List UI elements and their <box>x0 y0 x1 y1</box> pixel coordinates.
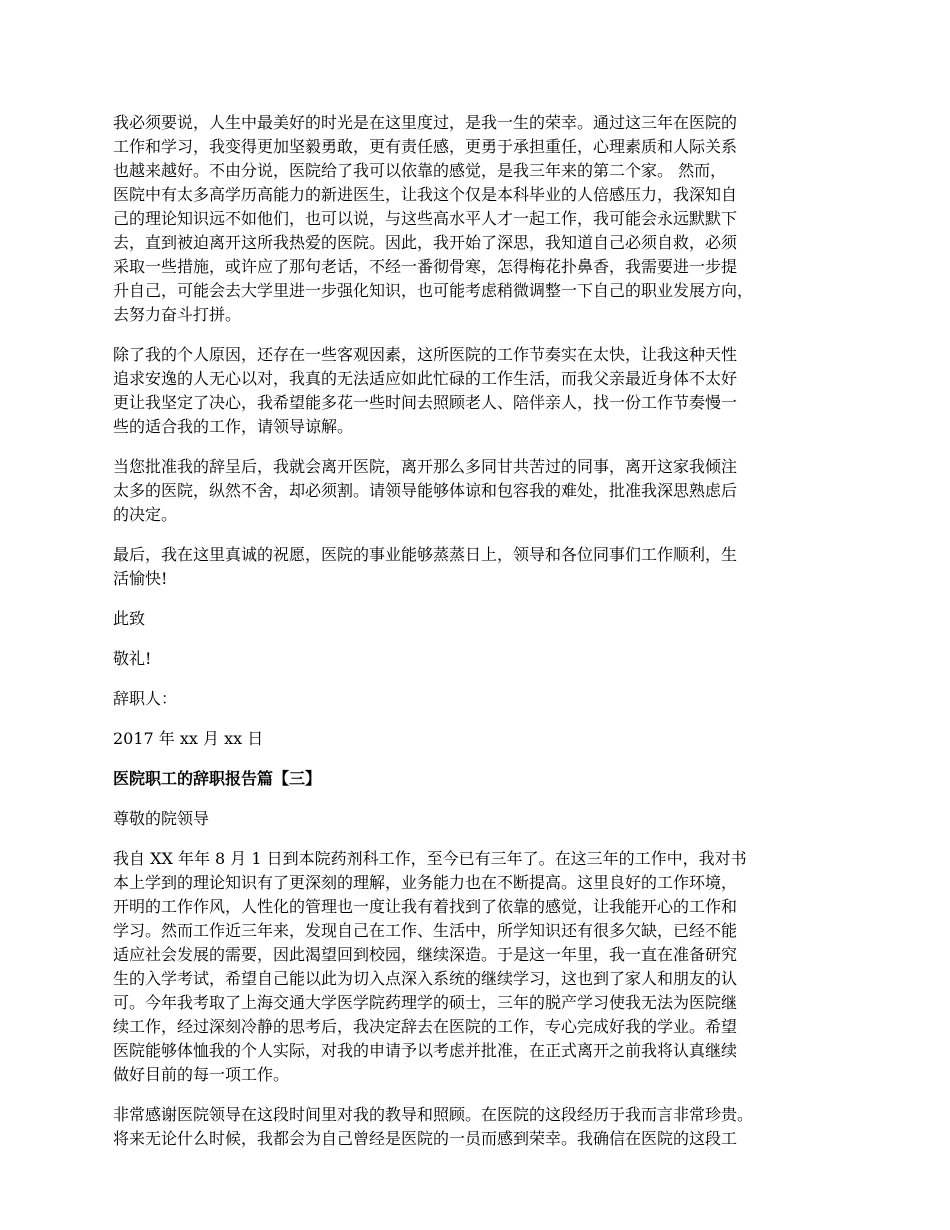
text-line: 我自 XX 年年 8 月 1 日到本院药剂科工作，至今已有三年了。在这三年的工作中，我对书 <box>113 849 747 868</box>
text-line: 可。今年我考取了上海交通大学医学院药理学的硕士，三年的脱产学习使我无法为医院继 <box>113 993 738 1012</box>
text-line: 采取一些措施，或许应了那句老话，不经一番彻骨寒，怎得梅花扑鼻香，我需要进一步提 <box>113 257 738 276</box>
text-line: 续工作，经过深刻冷静的思考后，我决定辞去在医院的工作，专心完成好我的学业。希望 <box>113 1017 738 1036</box>
paragraph-4 <box>113 543 850 591</box>
paragraph-1 <box>113 111 850 327</box>
text-line: 医院能够体恤我的个人实际，对我的申请予以考虑并批准，在正式离开之前我将认真继续 <box>113 1041 738 1060</box>
text-line: 适应社会发展的需要，因此渴望回到校园，继续深造。于是这一年里，我一直在准备研究 <box>113 945 738 964</box>
greeting: 尊敬的院领导 <box>113 809 210 828</box>
text-line: 己的理论知识远不如他们，也可以说，与这些高水平人才一起工作，我可能会永远默默下 <box>113 209 738 228</box>
paragraph-2 <box>113 343 850 439</box>
text-line: 追求安逸的人无心以对，我真的无法适应如此忙碌的工作生活，而我父亲最近身体不太好 <box>113 369 738 388</box>
paragraph-3 <box>113 455 850 527</box>
text-line: 开明的工作作风，人性化的管理也一度让我有着找到了依靠的感觉，让我能开心的工作和 <box>113 897 738 916</box>
paragraph-6 <box>113 1103 850 1151</box>
text-line: 本上学到的理论知识有了更深刻的理解，业务能力也在不断提高。这里良好的工作环境， <box>113 873 738 892</box>
text-line: 也越来越好。不由分说，医院给了我可以依靠的感觉，是我三年来的第二个家。 然而， <box>113 161 727 180</box>
paragraph-5 <box>113 847 850 1087</box>
text-line: 非常感谢医院领导在这段时间里对我的教导和照顾。在医院的这段经历于我而言非常珍贵。 <box>113 1105 754 1124</box>
date-line: 2017 年 xx 月 xx 日 <box>113 729 264 748</box>
text-line: 些的适合我的工作，请领导谅解。 <box>113 417 354 436</box>
text-line: 工作和学习，我变得更加坚毅勇敢，更有责任感，更勇于承担重任，心理素质和人际关系 <box>113 137 738 156</box>
salutation-2: 敬礼! <box>113 649 152 668</box>
text-line: 我必须要说，人生中最美好的时光是在这里度过，是我一生的荣幸。通过这三年在医院的 <box>113 113 738 132</box>
text-line: 活愉快! <box>113 569 168 588</box>
text-line: 当您批准我的辞呈后，我就会离开医院，离开那么多同甘共苦过的同事，离开这家我倾注 <box>113 457 738 476</box>
signer-label: 辞职人： <box>113 689 178 708</box>
text-line: 太多的医院，纵然不舍，却必须割。请领导能够体谅和包容我的难处，批准我深思熟虑后 <box>113 481 738 500</box>
text-line: 学习。然而工作近三年来，发现自己在工作、生活中，所学知识还有很多欠缺，已经不能 <box>113 921 738 940</box>
text-line: 将来无论什么时候，我都会为自己曾经是医院的一员而感到荣幸。我确信在医院的这段工 <box>113 1129 738 1148</box>
text-line: 除了我的个人原因，还存在一些客观因素，这所医院的工作节奏实在太快，让我这种天性 <box>113 345 738 364</box>
text-line: 最后，我在这里真诚的祝愿，医院的事业能够蒸蒸日上，领导和各位同事们工作顺利，生 <box>113 545 738 564</box>
salutation-1: 此致 <box>113 609 146 628</box>
text-line: 的决定。 <box>113 505 178 524</box>
text-line: 去努力奋斗打拼。 <box>113 305 242 324</box>
text-line: 生的入学考试，希望自己能以此为切入点深入系统的继续学习，这也到了家人和朋友的认 <box>113 969 738 988</box>
text-line: 升自己，可能会去大学里进一步强化知识，也可能考虑稍微调整一下自己的职业发展方向， <box>113 281 754 300</box>
text-line: 医院中有太多高学历高能力的新进医生，让我这个仅是本科毕业的人倍感压力，我深知自 <box>113 185 738 204</box>
text-line: 去，直到被迫离开这所我热爱的医院。因此，我开始了深思，我知道自己必须自救，必须 <box>113 233 738 252</box>
text-line: 更让我坚定了决心，我希望能多花一些时间去照顾老人、陪伴亲人，找一份工作节奏慢一 <box>113 393 738 412</box>
text-line: 做好目前的每一项工作。 <box>113 1065 290 1084</box>
section-heading: 医院职工的辞职报告篇【三】 <box>113 769 322 788</box>
